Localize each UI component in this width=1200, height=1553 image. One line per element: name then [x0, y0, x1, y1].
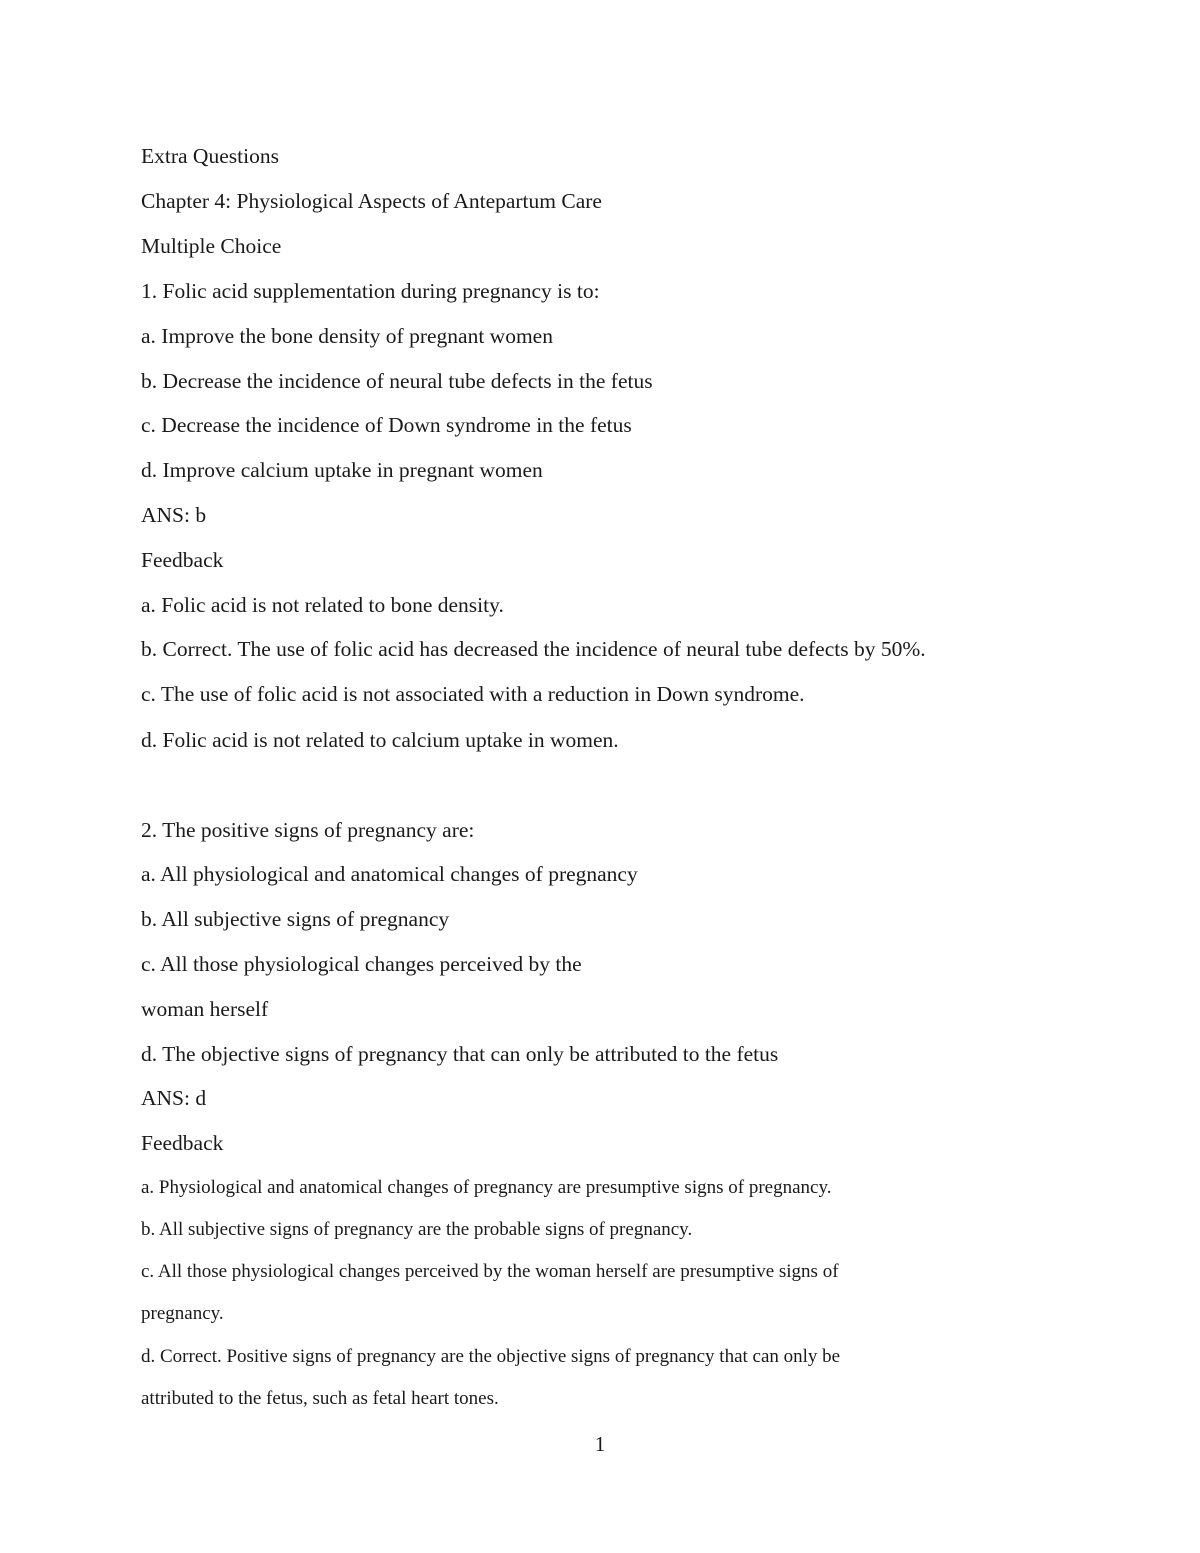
question-stem: 2. The positive signs of pregnancy are: [141, 818, 475, 842]
answer-option: c. Decrease the incidence of Down syndrome in the fetus [141, 413, 632, 437]
feedback-item-continued: pregnancy. [141, 1303, 224, 1324]
answer-option: d. The objective signs of pregnancy that can only be attributed to the fetus [141, 1042, 779, 1066]
answer-option: a. All physiological and anatomical changes of pregnancy [141, 862, 638, 886]
feedback-item: d. Correct. Positive signs of pregnancy are the objective signs of pregnancy that can only be [141, 1346, 841, 1367]
section-title: Multiple Choice [141, 234, 282, 258]
document-heading: Extra Questions [141, 144, 279, 168]
question-stem: 1. Folic acid supplementation during pregnancy is to: [141, 279, 600, 303]
answer-key: ANS: b [141, 503, 207, 527]
page-number: 1 [594, 1432, 606, 1456]
feedback-label: Feedback [141, 1131, 224, 1155]
answer-option: b. All subjective signs of pregnancy [141, 907, 450, 931]
feedback-label: Feedback [141, 548, 224, 572]
answer-key: ANS: d [141, 1086, 207, 1110]
feedback-item: c. The use of folic acid is not associated with a reduction in Down syndrome. [141, 682, 805, 706]
feedback-item-continued: attributed to the fetus, such as fetal heart tones. [141, 1388, 499, 1409]
chapter-title: Chapter 4: Physiological Aspects of Antepartum Care [141, 189, 602, 213]
feedback-item: b. All subjective signs of pregnancy are the probable signs of pregnancy. [141, 1219, 693, 1240]
answer-option-continued: woman herself [141, 997, 269, 1021]
answer-option: c. All those physiological changes perceived by the [141, 952, 582, 976]
feedback-item: d. Folic acid is not related to calcium uptake in women. [141, 728, 619, 752]
answer-option: d. Improve calcium uptake in pregnant women [141, 458, 543, 482]
feedback-item: a. Folic acid is not related to bone density. [141, 593, 504, 617]
feedback-item: b. Correct. The use of folic acid has decreased the incidence of neural tube defects by 50%. [141, 637, 926, 661]
feedback-item: c. All those physiological changes perceived by the woman herself are presumptive signs of [141, 1261, 839, 1282]
feedback-item: a. Physiological and anatomical changes of pregnancy are presumptive signs of pregnancy. [141, 1177, 832, 1198]
answer-option: b. Decrease the incidence of neural tube defects in the fetus [141, 369, 653, 393]
answer-option: a. Improve the bone density of pregnant women [141, 324, 553, 348]
